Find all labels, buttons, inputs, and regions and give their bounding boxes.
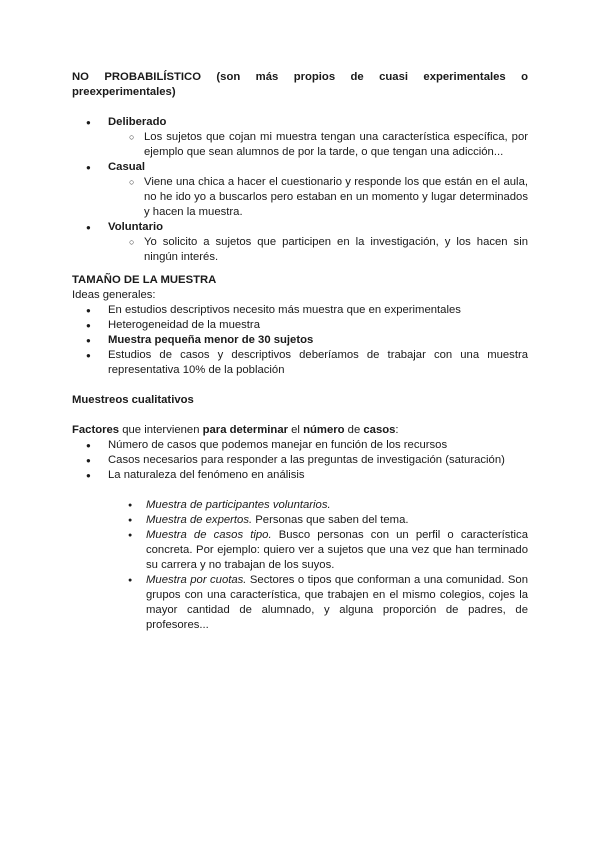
factors-intro <box>72 423 528 438</box>
factors-intro-part: número <box>303 424 345 436</box>
heading-tamano-muestra: TAMAÑO DE LA MUESTRA <box>72 274 217 286</box>
factors-intro-part: Factores <box>72 424 120 436</box>
tamano-list <box>72 303 528 378</box>
list-item-type-cuotas <box>72 573 528 633</box>
list-item-factor-1: ● Número de casos que podemos manejar en función de los recursos <box>72 438 528 453</box>
intro-ideas-generales: Ideas generales: <box>72 289 156 301</box>
list-item-deliberado: ● Deliberado <box>72 115 528 130</box>
factors-intro-part: que intervienen <box>119 424 203 436</box>
list-item-factor-3: ● La naturaleza del fenómeno en análisis <box>72 468 528 483</box>
type-desc: Personas que saben del tema. <box>252 514 409 526</box>
list-item-voluntario: ● Voluntario <box>72 220 528 235</box>
list-item-tamano-3: ● Muestra pequeña menor de 30 sujetos <box>72 333 528 348</box>
list-item-factor-2: ● Casos necesarios para responder a las preguntas de investigación (saturación) <box>72 453 528 468</box>
type-name: Muestra de casos tipo. <box>146 529 272 541</box>
list-item-type-casos-tipo <box>72 528 528 573</box>
list-item-casual: ● Casual <box>72 160 528 175</box>
factors-intro-part: para determinar <box>202 424 289 436</box>
type-desc: Busco personas con un perfil o característica concreta. Por ejemplo: quiero ver a sujetos que una vez que han terminado su carrera y no trabajan de los suyos. <box>146 529 528 571</box>
factors-intro-part: casos <box>363 424 396 436</box>
document-page <box>72 70 528 633</box>
factors-intro-part: de <box>344 424 364 436</box>
list-item-type-expertos <box>72 513 528 528</box>
list-subitem-deliberado: ○ Los sujetos que cojan mi muestra tengan una característica específica, por ejemplo que sean alumnos de por la tarde, o que tengan una adicción... <box>72 130 528 160</box>
type-name: Muestra de participantes voluntarios. <box>146 499 331 511</box>
sample-types-list <box>72 498 528 633</box>
list-item-tamano-2: ● Heterogeneidad de la muestra <box>72 318 528 333</box>
factors-intro-part: el <box>288 424 304 436</box>
list-subitem-casual: ○ Viene una chica a hacer el cuestionario y responde los que están en el aula, no he ido yo a buscarlos pero estaban en un momento y lugar determinados y hacen la muestra. <box>72 175 528 220</box>
heading-no-probabilistico: NO PROBABILÍSTICO (son más propios de cuasi experimentales o preexperimentales) <box>72 71 528 98</box>
list-item-tamano-4: ● Estudios de casos y descriptivos deberíamos de trabajar con una muestra representativa 10% de la población <box>72 348 528 378</box>
list-item-type-voluntarios <box>72 498 528 513</box>
heading-muestreos-cualitativos: Muestreos cualitativos <box>72 394 194 406</box>
list-subitem-voluntario: ○ Yo solicito a sujetos que participen en la investigación, y los hacen sin ningún interés. <box>72 235 528 265</box>
probabilistico-list <box>72 115 528 265</box>
list-item-tamano-1: ● En estudios descriptivos necesito más muestra que en experimentales <box>72 303 528 318</box>
factors-intro-part: : <box>395 424 399 436</box>
type-name: Muestra de expertos. <box>146 514 253 526</box>
type-desc: Sectores o tipos que conforman a una comunidad. Son grupos con una característica, que trabajen en el mismo colegios, cojes la mayor cantidad de alumnado, y alguna proporción de padres, de profesores... <box>146 574 528 631</box>
type-name: Muestra por cuotas. <box>146 574 247 586</box>
factors-list <box>72 438 528 483</box>
